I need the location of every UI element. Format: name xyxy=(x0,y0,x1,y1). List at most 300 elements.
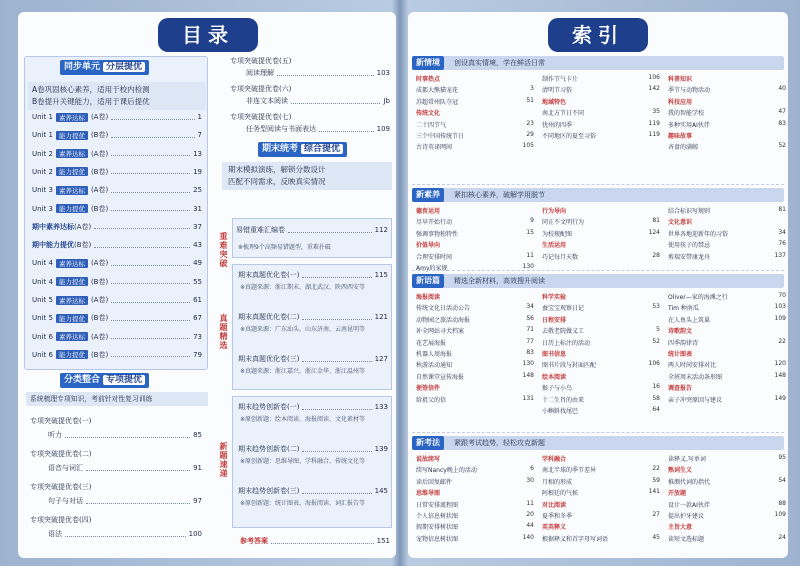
special-name: 语音与词汇 xyxy=(48,464,83,472)
unit-name: Unit 2 xyxy=(32,167,53,176)
dot-leader xyxy=(94,243,190,248)
special-name: 非连文本阅读 xyxy=(246,97,288,105)
index-category xyxy=(542,292,660,301)
index-item-page: 53 xyxy=(652,303,660,311)
index-item[interactable] xyxy=(416,315,534,324)
index-item-label: Tim 种南瓜 xyxy=(668,305,699,313)
index-item[interactable] xyxy=(668,338,786,347)
exam-page: 127 xyxy=(374,355,388,363)
index-item[interactable] xyxy=(416,131,534,140)
index-item-label: 苏超常州队夺冠 xyxy=(416,98,459,106)
section-divider xyxy=(412,184,784,185)
index-category xyxy=(668,217,786,226)
index-item-page: 81 xyxy=(652,217,660,225)
index-item[interactable] xyxy=(542,406,660,415)
index-item-label: 亲子冲突原因与建议 xyxy=(668,396,723,404)
index-item-label: 开放题 xyxy=(668,490,687,498)
special-row[interactable] xyxy=(48,529,202,539)
index-item-label: 两人时间安排对比 xyxy=(668,362,717,370)
index-category xyxy=(542,240,660,249)
key-row[interactable]: 易错重难汇编卷 112 xyxy=(236,226,388,234)
index-category xyxy=(542,97,660,106)
index-item-label: 多种实用AI伙伴 xyxy=(668,121,710,129)
section-tag: 新语篇 xyxy=(412,274,444,288)
index-item[interactable] xyxy=(542,131,660,140)
index-item[interactable] xyxy=(668,315,786,324)
index-item-label: 调查报告 xyxy=(668,385,693,393)
index-item[interactable] xyxy=(668,142,786,151)
key-sub: ※梳理9个高频易错题型，重难扑破 xyxy=(238,244,331,251)
exam-page: 139 xyxy=(374,445,388,453)
dot-leader xyxy=(111,169,190,174)
special-page: 109 xyxy=(376,125,390,133)
index-item[interactable] xyxy=(668,477,786,486)
index-item-page: 6 xyxy=(530,465,534,473)
special-name: 听力 xyxy=(48,431,62,439)
index-item-label: 科普知识 xyxy=(668,76,693,83)
special-row[interactable] xyxy=(246,68,390,78)
index-category xyxy=(668,131,786,140)
index-item[interactable] xyxy=(542,326,660,335)
index-item[interactable] xyxy=(416,252,534,261)
special-name: 阅读理解 xyxy=(246,69,274,77)
contents-page xyxy=(18,12,396,558)
unit-row[interactable] xyxy=(32,185,202,195)
index-item[interactable] xyxy=(542,303,660,312)
unit-version: (A卷) xyxy=(90,296,109,304)
unit-version: (A卷) xyxy=(90,113,109,121)
unit-version: (B卷) xyxy=(74,241,92,250)
special-page: 85 xyxy=(193,431,202,439)
index-category xyxy=(416,74,534,83)
index-item[interactable] xyxy=(668,240,786,249)
special-name: 语法 xyxy=(48,530,62,538)
unit-row[interactable] xyxy=(32,149,202,159)
category-note: 系统梳理专项知识，考前针对性复习训练 xyxy=(26,392,208,406)
index-item[interactable] xyxy=(542,252,660,261)
index-item-label: 宠物信息树状图 xyxy=(416,535,459,543)
index-item-page: 64 xyxy=(652,406,660,413)
index-item[interactable] xyxy=(542,477,660,486)
index-item[interactable] xyxy=(542,217,660,226)
dot-leader xyxy=(111,316,190,321)
index-item-page: 9 xyxy=(530,217,534,225)
index-item-label: 思维导图 xyxy=(416,490,441,498)
index-item[interactable] xyxy=(668,511,786,520)
exam-row[interactable] xyxy=(238,312,388,322)
unit-row[interactable] xyxy=(32,240,202,250)
index-item-page: 22 xyxy=(778,337,786,345)
index-item-page: 30 xyxy=(526,476,534,484)
unit-row[interactable] xyxy=(32,112,202,122)
index-item-label: 行为导向 xyxy=(542,208,567,215)
index-item-page: 81 xyxy=(778,206,786,213)
unit-row[interactable] xyxy=(32,222,202,232)
index-item[interactable] xyxy=(668,85,786,94)
index-item-label: 日程安排 xyxy=(542,316,567,324)
index-item[interactable] xyxy=(542,395,660,404)
unit-version: (A卷) xyxy=(90,186,109,195)
dot-leader xyxy=(291,99,380,104)
index-item-page: 58 xyxy=(652,394,660,402)
unit-row[interactable] xyxy=(32,130,202,140)
index-item[interactable] xyxy=(668,500,786,509)
index-item-label: 制作节气卡片 xyxy=(542,76,579,83)
index-item[interactable] xyxy=(416,395,534,404)
index-item[interactable] xyxy=(542,229,660,238)
dot-leader xyxy=(111,206,190,211)
index-item-label: 个人信息树状图 xyxy=(416,513,459,520)
exam-source: ※原创新题：绘本阅读、海报阅读、文化素材等 xyxy=(240,416,366,423)
section-header xyxy=(412,188,784,202)
unit-name: Unit 5 xyxy=(32,296,53,304)
unit-page: 43 xyxy=(193,241,202,250)
index-item[interactable] xyxy=(416,97,534,106)
index-item-page: 106 xyxy=(648,360,660,368)
unit-row[interactable] xyxy=(32,277,202,287)
index-item-label: 尽早开始行动 xyxy=(416,219,453,227)
index-item-label: 读短文选标题 xyxy=(668,535,705,543)
index-item-page: 29 xyxy=(526,131,534,138)
index-item-page: 59 xyxy=(652,476,660,484)
index-category xyxy=(668,349,786,358)
index-item-page: 124 xyxy=(648,228,660,236)
index-item-page: 27 xyxy=(652,511,660,518)
index-item[interactable] xyxy=(668,395,786,404)
section-header xyxy=(412,436,784,450)
index-page xyxy=(408,12,788,558)
index-item-label: 续写Nancy晚上的活动 xyxy=(416,467,477,475)
index-item-page: 83 xyxy=(778,119,786,127)
index-item-page: 28 xyxy=(652,251,660,259)
index-item[interactable] xyxy=(668,534,786,543)
index-item[interactable] xyxy=(668,229,786,238)
unit-version: (B卷) xyxy=(90,277,109,286)
exam-page: 115 xyxy=(374,271,388,279)
dot-leader xyxy=(302,447,371,452)
index-item-label: 月相的形成 xyxy=(542,478,573,486)
unit-page: 31 xyxy=(193,204,202,213)
special-title[interactable]: 专项突破提优卷(六) xyxy=(230,85,292,93)
exam-row[interactable] xyxy=(238,486,388,496)
index-item[interactable] xyxy=(416,303,534,312)
unit-page: 7 xyxy=(197,131,202,140)
special-title[interactable]: 专项突破提优卷(五) xyxy=(230,57,292,65)
index-item-page: 105 xyxy=(522,142,534,150)
unit-version: (A卷) xyxy=(90,332,109,341)
side-label-real: 真题精选 xyxy=(219,314,228,350)
dot-leader xyxy=(111,352,190,357)
unit-tag: 素养达标 xyxy=(56,296,88,305)
index-item-label: 熟词生义 xyxy=(668,467,693,475)
index-item[interactable] xyxy=(416,477,534,486)
unit-name: 期中能力提优 xyxy=(32,241,74,250)
index-item-page: 71 xyxy=(526,326,534,334)
exam-row[interactable] xyxy=(238,402,388,412)
index-item[interactable] xyxy=(416,338,534,347)
unit-page: 37 xyxy=(193,222,202,231)
dot-leader xyxy=(86,466,190,471)
side-label-trend: 新题速递 xyxy=(219,442,228,478)
index-item-page: 141 xyxy=(648,488,660,496)
unit-name: Unit 3 xyxy=(32,186,53,195)
index-item-label: 诗歌韵文 xyxy=(668,328,693,336)
index-item[interactable] xyxy=(416,534,534,543)
index-item-page: 23 xyxy=(526,119,534,127)
exam-title: 期末趋势创新卷(一) xyxy=(238,403,300,411)
index-item-label: 英英释义 xyxy=(542,524,567,532)
special-title[interactable]: 专项突破提优卷(一) xyxy=(30,417,92,425)
index-item-label: 吝啬的满鲸 xyxy=(668,144,699,152)
special-page: Jb xyxy=(383,97,390,105)
exam-title: 期末真题优化卷(一) xyxy=(238,271,300,279)
index-item-page: 51 xyxy=(526,96,534,104)
index-item-label: 补全网站寻犬档案 xyxy=(416,328,465,336)
index-item[interactable] xyxy=(416,120,534,129)
index-item-label: 小蝌蚪找尾巴 xyxy=(542,408,579,415)
key-box xyxy=(232,218,392,258)
special-row[interactable] xyxy=(48,463,202,473)
index-category xyxy=(542,372,660,381)
index-item-label: 地域特色 xyxy=(542,98,567,106)
index-item-label: 强调事物独特性 xyxy=(416,230,459,238)
index-item-label: 读后回复邮件 xyxy=(416,478,453,486)
unit-row[interactable] xyxy=(32,204,202,214)
index-item[interactable] xyxy=(416,85,534,94)
index-item[interactable] xyxy=(668,454,786,463)
unit-name: Unit 1 xyxy=(32,131,53,140)
index-item[interactable] xyxy=(416,522,534,531)
index-item-label: 根据释义和首字母写词语 xyxy=(542,535,609,543)
index-item-page: 24 xyxy=(778,533,786,541)
category-header: 分类整合 专项提优 xyxy=(60,373,149,388)
unit-tag: 能力提优 xyxy=(56,350,88,359)
special-title[interactable]: 专项突破提优卷(二) xyxy=(30,450,92,458)
index-item-page: 148 xyxy=(774,371,786,379)
unit-version: (B卷) xyxy=(90,314,109,323)
index-category xyxy=(542,206,660,215)
index-item[interactable] xyxy=(542,108,660,117)
index-item-label: 在人鱼头上筑巢 xyxy=(668,316,711,324)
unit-page: 13 xyxy=(193,149,202,158)
index-category xyxy=(668,97,786,106)
index-item[interactable] xyxy=(416,500,534,509)
sync-unit-header: 同步单元 分层提优 xyxy=(60,60,149,75)
unit-row[interactable] xyxy=(32,167,202,177)
unit-row[interactable] xyxy=(32,258,202,268)
index-item[interactable] xyxy=(416,465,534,474)
unit-row[interactable] xyxy=(32,332,202,342)
index-item-label: Oliver—家的海滩之行 xyxy=(668,294,728,301)
index-item[interactable] xyxy=(668,292,786,301)
index-category xyxy=(416,206,534,215)
dot-leader xyxy=(111,133,194,138)
index-item[interactable] xyxy=(542,488,660,497)
special-title[interactable]: 专项突破提优卷(四) xyxy=(30,516,92,524)
index-item-page: 149 xyxy=(774,394,786,402)
index-item[interactable] xyxy=(542,74,660,83)
exam-page: 145 xyxy=(374,487,388,495)
index-item[interactable] xyxy=(668,206,786,215)
index-item-label: 清明节习俗 xyxy=(542,87,573,95)
index-item-page: 140 xyxy=(522,533,534,541)
dot-leader xyxy=(319,127,374,132)
special-row[interactable] xyxy=(246,96,390,106)
index-item-label: 提出护牙建议 xyxy=(668,513,705,520)
unit-name: Unit 2 xyxy=(32,149,53,158)
index-item-page: 34 xyxy=(526,303,534,311)
index-item[interactable] xyxy=(416,326,534,335)
index-item-label: 我的智能学校 xyxy=(668,110,705,118)
index-item-label: 季节与动物活动 xyxy=(668,87,711,95)
index-category xyxy=(542,315,660,324)
index-item-label: 忧州的四季 xyxy=(542,121,573,129)
index-category xyxy=(668,522,786,531)
dot-leader xyxy=(302,489,371,494)
index-item-label: 价值导向 xyxy=(416,242,441,250)
exam-row[interactable] xyxy=(238,444,388,454)
index-item-label: 推测代词的指代 xyxy=(668,478,711,486)
sync-unit-note: A卷巩固核心素养，适用于校内检测 B卷提升关键能力，适用于课后提优 xyxy=(28,82,206,110)
index-item-label: 秋游活动通知 xyxy=(416,362,453,370)
index-item[interactable] xyxy=(542,534,660,543)
special-row[interactable] xyxy=(48,430,202,440)
index-item[interactable] xyxy=(542,85,660,94)
dot-leader xyxy=(111,115,194,120)
index-item-page: 54 xyxy=(778,476,786,484)
exam-title: 期末趋势创新卷(三) xyxy=(238,487,300,495)
unit-row[interactable] xyxy=(32,295,202,305)
index-title: 索引 xyxy=(548,18,648,52)
index-item-label: 为校规配图 xyxy=(542,230,573,238)
dot-leader xyxy=(65,532,186,537)
index-item-page: 22 xyxy=(652,465,660,473)
special-row[interactable] xyxy=(246,124,390,134)
section-desc: 紧扣核心素养，破解学用脱节 xyxy=(454,191,545,199)
unit-version: (A卷) xyxy=(74,222,92,231)
index-item[interactable] xyxy=(416,142,534,151)
unit-page: 61 xyxy=(193,296,202,304)
index-item-page: 34 xyxy=(778,228,786,236)
index-item-page: 119 xyxy=(648,119,660,127)
index-item-label: 全班周末活动条形图 xyxy=(668,373,723,381)
exam-source: ※原创新题：统计图表、海报阅读、词汇报告等 xyxy=(240,500,366,507)
index-item[interactable] xyxy=(542,338,660,347)
special-page: 91 xyxy=(193,464,202,472)
index-item[interactable] xyxy=(416,372,534,381)
index-item-label: 蚕宝宝观察日记 xyxy=(542,305,585,313)
unit-page: 1 xyxy=(197,113,202,121)
index-item-page: 103 xyxy=(774,303,786,311)
contents-title: 目录 xyxy=(158,18,258,52)
unit-row[interactable] xyxy=(32,313,202,323)
dot-leader xyxy=(111,334,190,339)
index-item-page: 148 xyxy=(522,371,534,379)
unit-page: 19 xyxy=(193,167,202,176)
index-item[interactable] xyxy=(542,465,660,474)
answer-row[interactable]: 参考答案 151 xyxy=(240,537,390,545)
unit-tag: 能力提优 xyxy=(56,314,88,323)
index-item-page: 15 xyxy=(526,228,534,236)
index-item-label: 合理安排时间 xyxy=(416,253,453,261)
index-item-label: 同正不文明行为 xyxy=(542,219,585,227)
index-item-label: 海报阅读 xyxy=(416,294,441,301)
index-item-label: 十二生肖的由来 xyxy=(542,396,585,404)
index-item[interactable] xyxy=(668,360,786,369)
special-title[interactable]: 专项突破提优卷(三) xyxy=(30,483,92,491)
index-item[interactable] xyxy=(416,511,534,520)
index-item[interactable] xyxy=(668,108,786,117)
index-item-page: 88 xyxy=(778,499,786,507)
special-name: 句子与对话 xyxy=(48,497,83,505)
index-item-label: 剪瑞安带康龙舟 xyxy=(668,253,711,261)
index-item-label: 统计图表 xyxy=(668,351,693,358)
unit-name: Unit 6 xyxy=(32,350,53,359)
index-item-label: 南北方节日不同 xyxy=(542,110,585,118)
index-item[interactable] xyxy=(416,360,534,369)
index-item-label: 趣味故事 xyxy=(668,133,693,140)
index-item-label: 机器人周海报 xyxy=(416,351,453,358)
index-item[interactable] xyxy=(668,252,786,261)
index-item-page: 16 xyxy=(652,383,660,391)
index-item-label: 德育运用 xyxy=(416,208,441,215)
unit-version: (B卷) xyxy=(90,131,109,140)
index-item-page: 130 xyxy=(522,263,534,270)
final-header: 期末统考 综合提优 xyxy=(258,142,347,157)
index-item[interactable] xyxy=(542,511,660,520)
exam-row[interactable] xyxy=(238,354,388,364)
exam-row[interactable] xyxy=(238,270,388,280)
index-item-page: 131 xyxy=(522,394,534,402)
index-item-label: 日常安排流程图 xyxy=(416,501,459,509)
index-item[interactable] xyxy=(542,120,660,129)
index-item[interactable] xyxy=(668,303,786,312)
index-item[interactable] xyxy=(416,217,534,226)
index-item-page: 120 xyxy=(774,360,786,368)
special-row[interactable] xyxy=(48,496,202,506)
unit-tag: 素养达标 xyxy=(56,149,88,158)
index-item[interactable] xyxy=(416,349,534,358)
unit-row[interactable] xyxy=(32,350,202,360)
index-item-page: 35 xyxy=(652,108,660,116)
unit-tag: 素养达标 xyxy=(56,186,88,195)
index-item-label: 成都大熊猫宠花 xyxy=(416,87,459,95)
unit-name: Unit 6 xyxy=(32,332,53,341)
index-item-label: 结合标识写规则 xyxy=(668,208,711,215)
special-title[interactable]: 专项突破提优卷(七) xyxy=(230,113,292,121)
unit-page: 67 xyxy=(193,314,202,323)
index-item[interactable] xyxy=(668,372,786,381)
index-item-label: 生活运用 xyxy=(542,242,567,250)
index-item-page: 5 xyxy=(656,326,660,334)
index-item-label: 南北半球的季节差异 xyxy=(542,467,597,475)
exam-source: ※原创新题：思维导图、学科融合、传统文化等 xyxy=(240,458,366,465)
index-item-label: 传统文化 xyxy=(416,110,441,118)
unit-name: Unit 3 xyxy=(32,204,53,213)
unit-tag: 能力提优 xyxy=(56,204,88,213)
exam-page: 133 xyxy=(374,403,388,411)
index-item[interactable] xyxy=(668,120,786,129)
index-item-page: 70 xyxy=(778,292,786,299)
index-item[interactable] xyxy=(542,360,660,369)
index-item-page: 83 xyxy=(526,349,534,356)
index-item[interactable] xyxy=(416,229,534,238)
index-item[interactable] xyxy=(542,383,660,392)
index-item-label: 古诗英译网间 xyxy=(416,144,453,152)
index-item-page: 47 xyxy=(778,108,786,116)
index-item-page: 76 xyxy=(778,240,786,248)
index-item-page: 45 xyxy=(652,533,660,541)
